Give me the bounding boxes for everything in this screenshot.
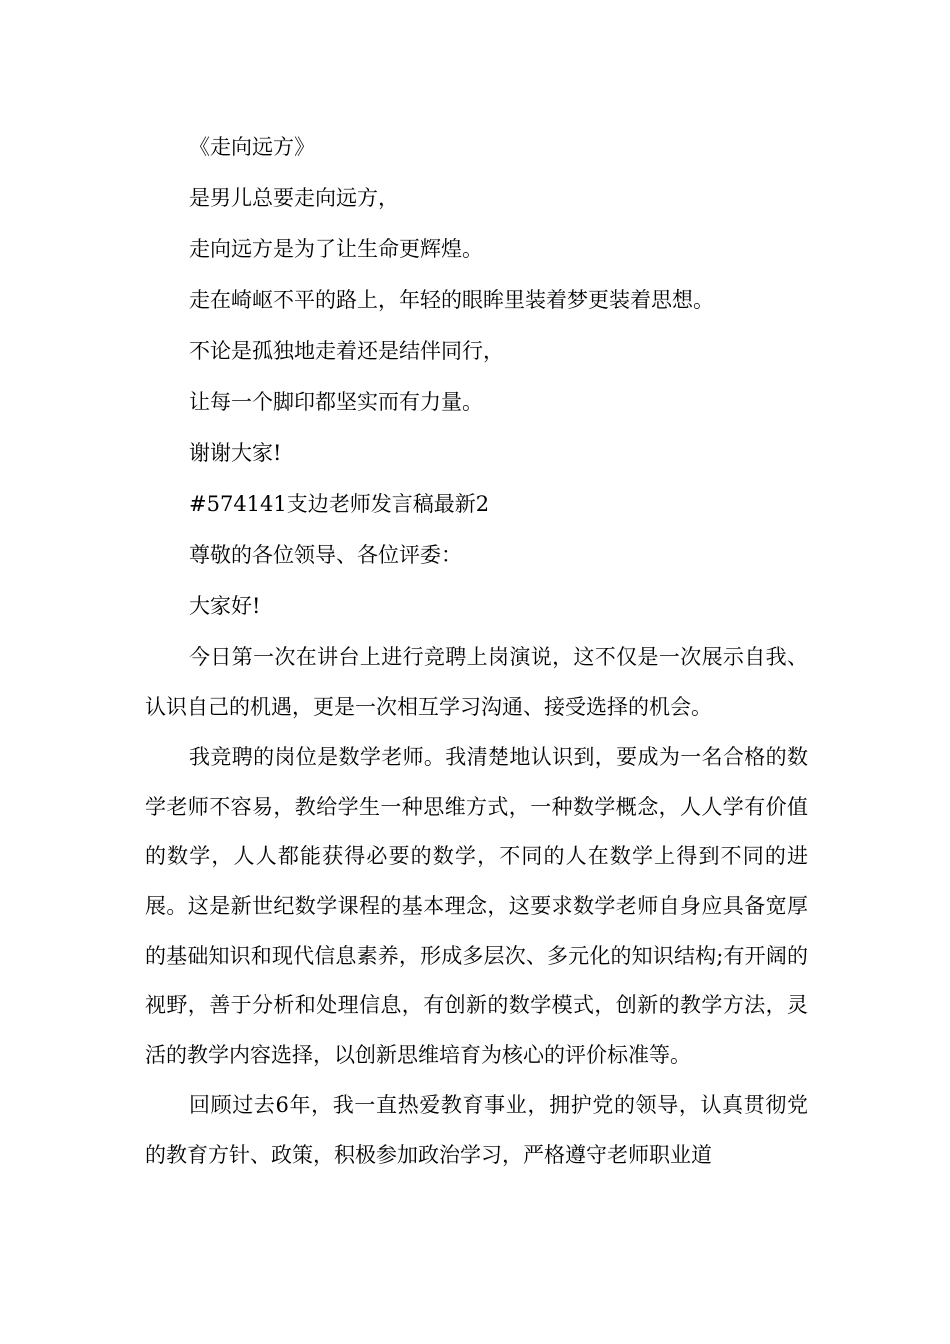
poem-line: 让每一个脚印都坚实而有力量。 [189,390,483,414]
salutation: 尊敬的各位领导、各位评委： [189,543,462,567]
greeting: 大家好! [189,594,261,618]
poem-title: 《走向远方》 [189,135,315,159]
poem-line: 是男儿总要走向远方， [189,186,399,210]
short-lines-section [145,129,808,639]
body-paragraphs [145,633,808,1182]
section-heading: #574141支边老师发言稿最新2 [189,492,490,516]
poem-line: 走向远方是为了让生命更辉煌。 [189,237,483,261]
poem-line: 走在崎岖不平的路上，年轻的眼眸里装着梦更装着思想。 [189,288,714,312]
body-paragraph: 回顾过去6年，我一直热爱教育事业，拥护党的领导，认真贯彻党的教育方针、政策，积极参加政治学习，严格遵守老师职业道 [145,1093,808,1167]
closing-line: 谢谢大家! [189,441,282,465]
body-paragraph: 我竞聘的岗位是数学老师。我清楚地认识到，要成为一名合格的数学老师不容易，教给学生一种思维方式，一种数学概念，人人学有价值的数学，人人都能获得必要的数学，不同的人在数学上得到不同的进展。这是新世纪数学课程的基本理念，这要求数学老师自身应具备宽厚的基础知识和现代信息素养，形成多层次、多元化的知识结构;有开阔的视野，善于分析和处理信息，有创新的数学模式，创新的教学方法，灵活的教学内容选择，以创新思维培育为核心的评价标准等。 [145,745,808,1067]
poem-line: 不论是孤独地走着还是结伴同行， [189,339,504,363]
body-paragraph: 今日第一次在讲台上进行竞聘上岗演说，这不仅是一次展示自我、认识自己的机遇，更是一次相互学习沟通、接受选择的机会。 [145,645,808,719]
